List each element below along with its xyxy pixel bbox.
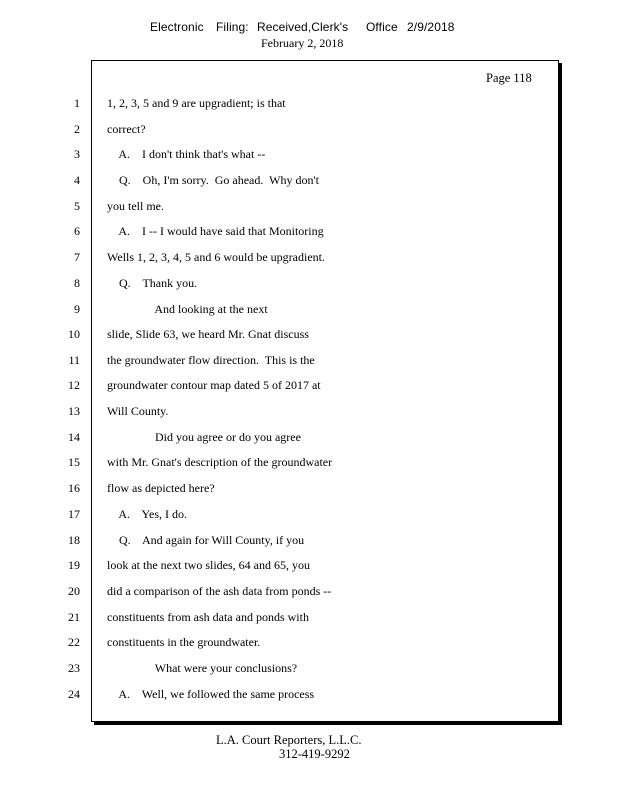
line-number: 7 — [74, 250, 80, 264]
transcript-line: flow as depicted here? — [107, 481, 215, 495]
transcript-line: the groundwater flow direction. This is the — [107, 353, 315, 367]
transcript-line: constituents from ash data and ponds with — [107, 610, 309, 624]
transcript-line: What were your conclusions? — [107, 661, 298, 675]
line-number: 23 — [68, 661, 80, 675]
line-number: 10 — [68, 327, 80, 341]
stamp-received-clerk: Received,Clerk's — [257, 20, 349, 34]
line-number: 24 — [68, 687, 80, 701]
transcript-line: constituents in the groundwater. — [107, 635, 261, 649]
stamp-filed-date: 2/9/2018 — [407, 20, 455, 34]
transcript-line: correct? — [107, 122, 146, 136]
transcript-line: look at the next two slides, 64 and 65, you — [107, 558, 310, 572]
transcript-line: A. Well, we followed the same process — [107, 687, 315, 701]
line-number: 22 — [68, 635, 80, 649]
line-number: 5 — [74, 199, 80, 213]
line-number: 2 — [74, 122, 80, 136]
transcript-line: you tell me. — [107, 199, 164, 213]
line-number: 14 — [68, 430, 80, 444]
stamp-office: Office — [366, 20, 398, 34]
transcript-line: with Mr. Gnat's description of the groundwater — [107, 455, 333, 469]
transcript-line: Q. And again for Will County, if you — [107, 533, 305, 547]
line-number: 19 — [68, 558, 80, 572]
line-number: 11 — [68, 353, 80, 367]
stamp-electronic: Electronic — [150, 20, 204, 34]
filing-stamp — [0, 20, 618, 36]
footer-company: L.A. Court Reporters, L.L.C. — [216, 733, 362, 747]
transcript-line: Q. Thank you. — [107, 276, 198, 290]
transcript-line: And looking at the next — [107, 302, 268, 316]
transcript-line: A. I -- I would have said that Monitoring — [107, 224, 324, 238]
line-number: 20 — [68, 584, 80, 598]
transcript-line: Did you agree or do you agree — [107, 430, 301, 444]
line-number-column — [0, 0, 82, 800]
line-number: 6 — [74, 224, 80, 238]
transcript-line: groundwater contour map dated 5 of 2017 at — [107, 378, 321, 392]
line-number: 4 — [74, 173, 80, 187]
transcript-line: slide, Slide 63, we heard Mr. Gnat discuss — [107, 327, 309, 341]
line-number: 21 — [68, 610, 80, 624]
transcript-line: did a comparison of the ash data from ponds -- — [107, 584, 332, 598]
transcript-line: Will County. — [107, 404, 169, 418]
footer-phone: 312-419-9292 — [279, 747, 350, 761]
transcript-line: 1, 2, 3, 5 and 9 are upgradient; is that — [107, 96, 286, 110]
transcript-date: February 2, 2018 — [261, 36, 344, 50]
transcript-line: A. I don't think that's what -- — [107, 147, 266, 161]
transcript-line: A. Yes, I do. — [107, 507, 188, 521]
line-number: 15 — [68, 455, 80, 469]
line-number: 3 — [74, 147, 80, 161]
line-number: 9 — [74, 302, 80, 316]
line-number: 16 — [68, 481, 80, 495]
line-number: 12 — [68, 378, 80, 392]
stamp-filing: Filing: — [216, 20, 249, 34]
line-number: 1 — [74, 96, 80, 110]
transcript-line: Q. Oh, I'm sorry. Go ahead. Why don't — [107, 173, 319, 187]
line-number: 18 — [68, 533, 80, 547]
transcript-line: Wells 1, 2, 3, 4, 5 and 6 would be upgradient. — [107, 250, 325, 264]
page-number: Page 118 — [486, 71, 532, 85]
line-number: 8 — [74, 276, 80, 290]
line-number: 13 — [68, 404, 80, 418]
line-number: 17 — [68, 507, 80, 521]
